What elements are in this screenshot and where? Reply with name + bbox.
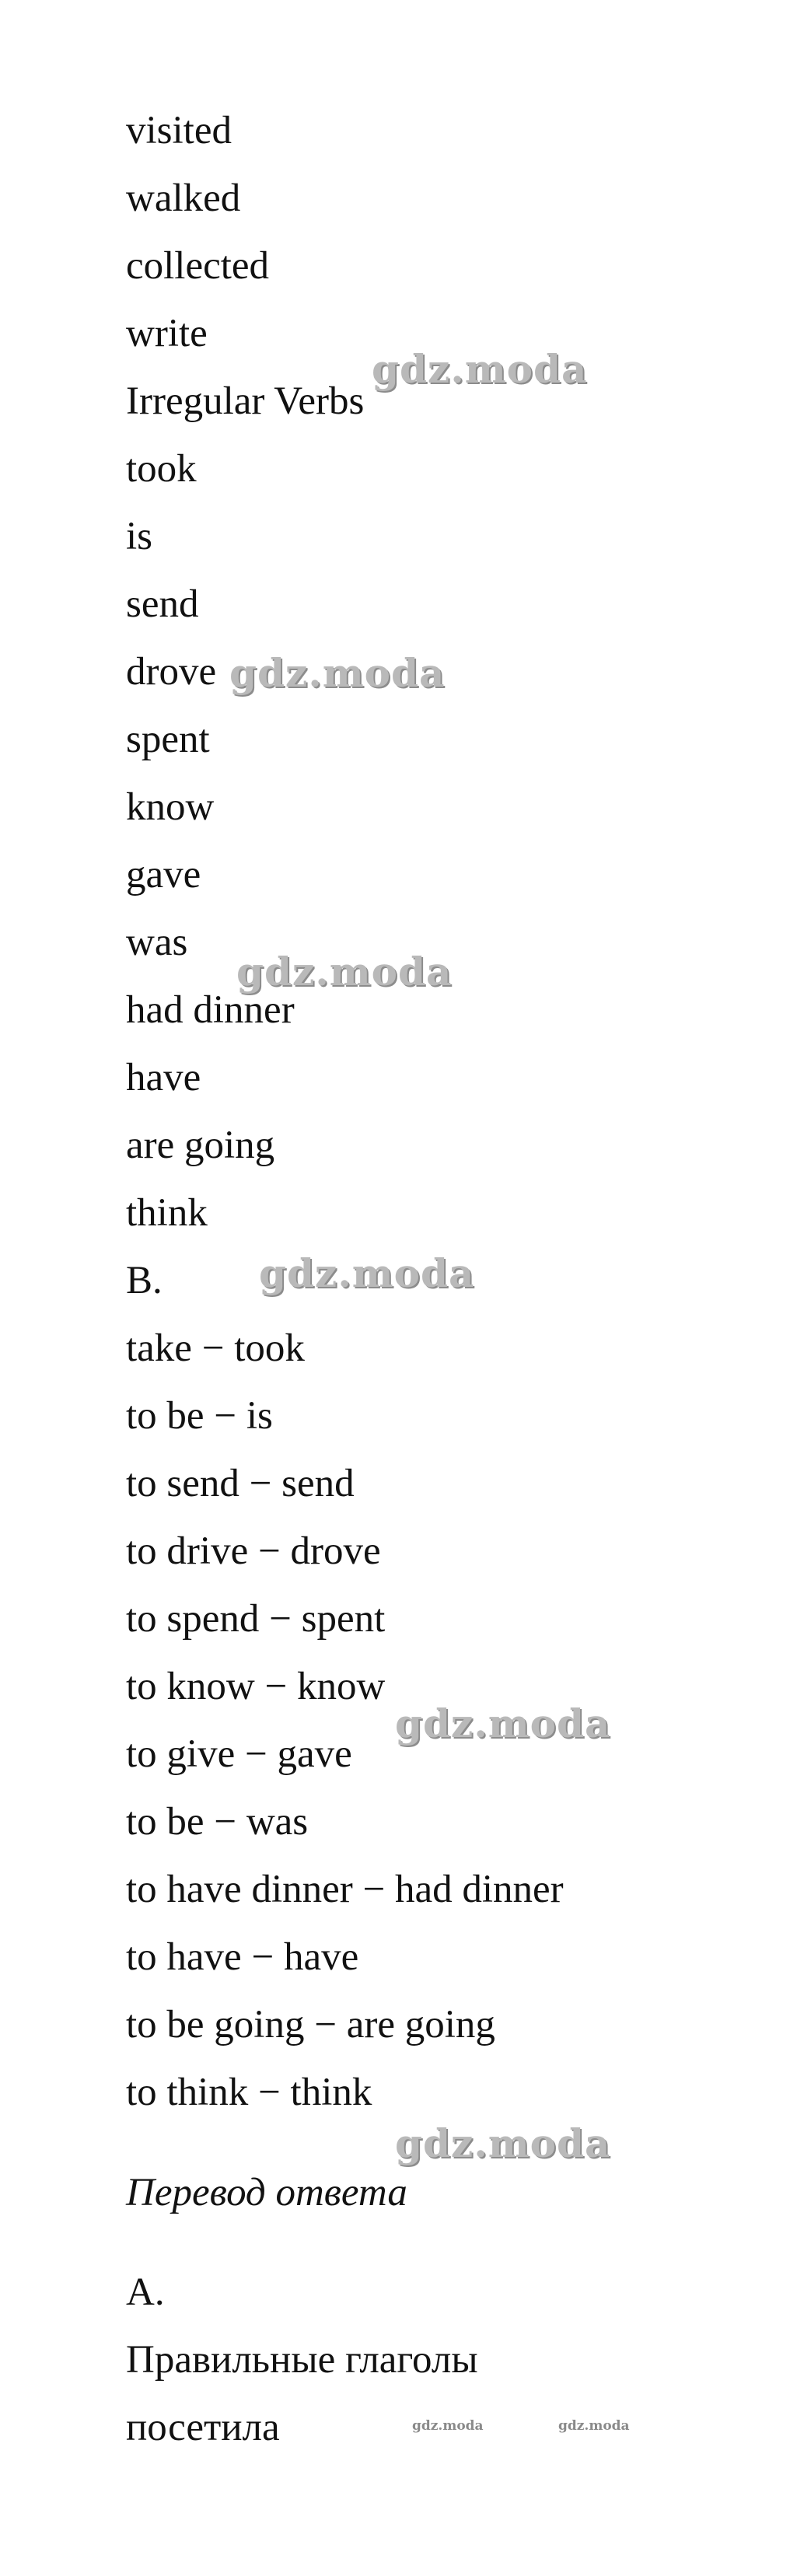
text-line: collected	[126, 244, 270, 288]
watermark: gdz.moda	[395, 2120, 611, 2166]
text-line: gave	[126, 853, 201, 897]
section-marker: B.	[126, 1259, 163, 1302]
verb-pair: to be going − are going	[126, 2003, 495, 2046]
text-line: visited	[126, 109, 232, 152]
verb-pair: to send − send	[126, 1462, 355, 1505]
verb-pair: to think − think	[126, 2071, 372, 2114]
verb-pair: to have dinner − had dinner	[126, 1868, 564, 1911]
watermark: gdz.moda	[229, 650, 446, 696]
verb-pair: to drive − drove	[126, 1529, 381, 1573]
text-line: have	[126, 1056, 201, 1099]
text-line: spent	[126, 718, 210, 761]
text-line: are going	[126, 1124, 275, 1167]
text-line: had dinner	[126, 988, 295, 1032]
verb-pair: to have − have	[126, 1935, 359, 1979]
section-heading: Правильные глаголы	[126, 2338, 478, 2382]
watermark: gdz.moda	[412, 2418, 484, 2434]
text-line: know	[126, 785, 215, 829]
watermark: gdz.moda	[558, 2418, 630, 2434]
watermark: gdz.moda	[395, 1700, 611, 1746]
watermark: gdz.moda	[372, 346, 588, 392]
translation-heading: Перевод ответа	[126, 2171, 407, 2214]
watermark: gdz.moda	[236, 949, 453, 994]
watermark: gdz.moda	[259, 1250, 475, 1296]
text-line: посетила	[126, 2406, 280, 2449]
section-marker: A.	[126, 2270, 165, 2314]
verb-pair: to be − is	[126, 1394, 273, 1438]
text-line: took	[126, 447, 197, 491]
verb-pair: to know − know	[126, 1665, 386, 1708]
text-line: drove	[126, 650, 217, 694]
verb-pair: to be − was	[126, 1800, 309, 1844]
text-line: write	[126, 312, 208, 355]
verb-pair: to give − gave	[126, 1732, 352, 1776]
text-line: think	[126, 1191, 208, 1235]
verb-pair: take − took	[126, 1326, 305, 1370]
text-line: was	[126, 921, 188, 964]
verb-pair: to spend − spent	[126, 1597, 386, 1641]
text-line: is	[126, 515, 153, 558]
text-line: walked	[126, 177, 241, 220]
section-heading: Irregular Verbs	[126, 379, 365, 423]
text-line: send	[126, 582, 199, 626]
